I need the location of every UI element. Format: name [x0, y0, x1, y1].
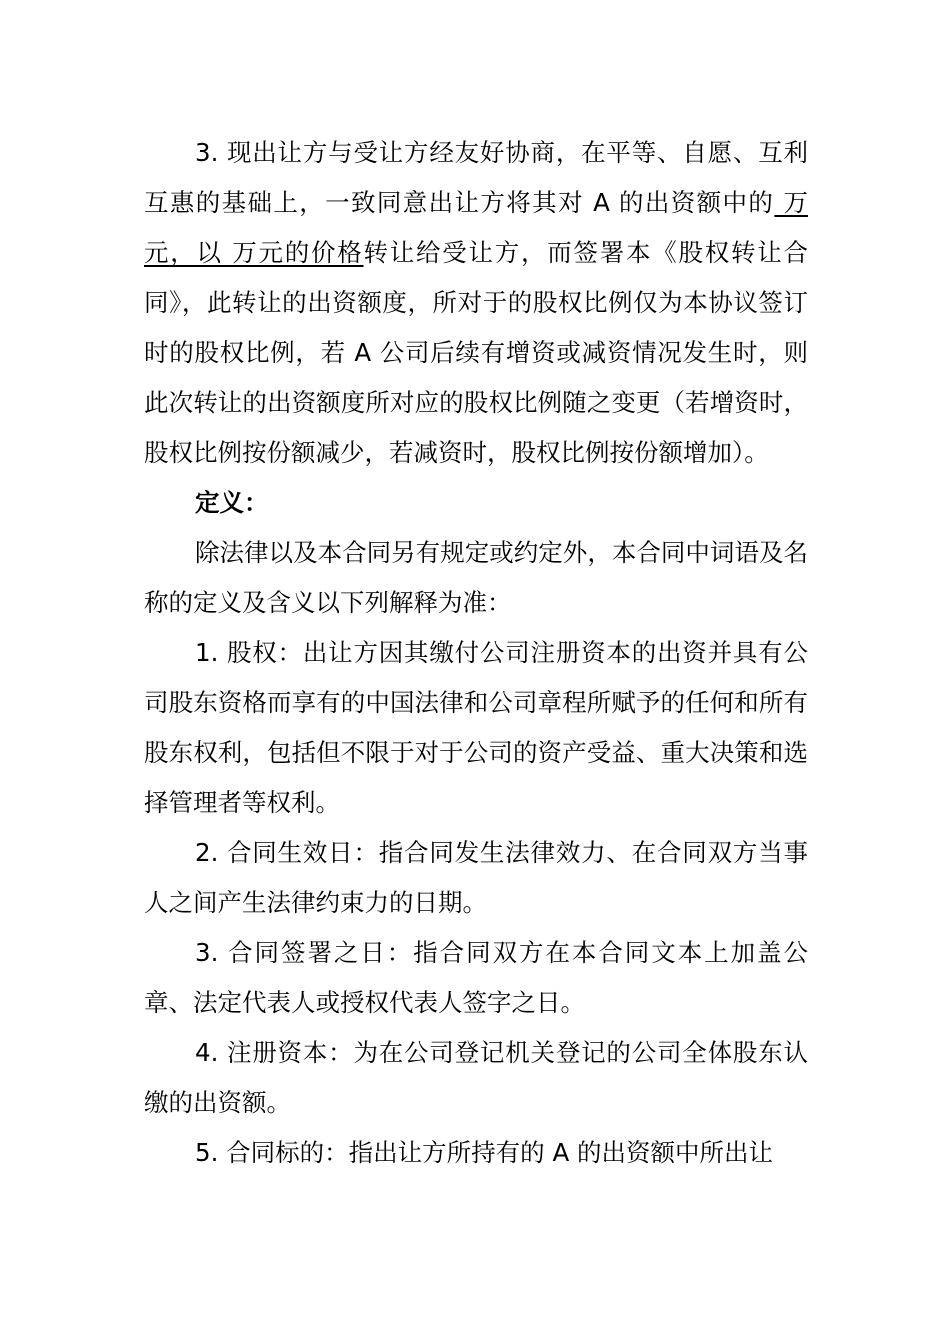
- definition-item-effective-date: 2. 合同生效日：指合同发生法律效力、在合同双方当事人之间产生法律约束力的日期。: [144, 838, 808, 917]
- clause-3-paragraph: [144, 128, 808, 478]
- clause-3-text-part2: 转让给受让方，而签署本《股权转让合同》，此转让的出资额度，所对于的股权比例仅为本协议签订时的股权比例，若 A 公司后续有增资或减资情况发生时，则此次转让的出资额度所对应的股权比例随之变更（若增资时，股权比例按份额减少，若减资时，股权比例按份额增加）。: [144, 238, 808, 467]
- definitions-heading: 定义：: [195, 488, 269, 517]
- definition-item-contract-subject: 5. 合同标的：指出让方所持有的 A 的出资额中所出让: [195, 1138, 773, 1167]
- definition-item-registered-capital: 4. 注册资本：为在公司登记机关登记的公司全体股东认缴的出资额。: [144, 1038, 808, 1117]
- definitions-intro: 除法律以及本合同另有规定或约定外，本合同中词语及名称的定义及含义以下列解释为准：: [144, 538, 808, 617]
- definition-item-equity: 1. 股权：出让方因其缴付公司注册资本的出资并具有公司股东资格而享有的中国法律和公司章程所赋予的任何和所有股东权利，包括但不限于对于公司的资产受益、重大决策和选择管理者等权利。: [144, 638, 808, 817]
- definition-item-signing-date: 3. 合同签署之日：指合同双方在本合同文本上加盖公章、法定代表人或授权代表人签字之日。: [144, 938, 808, 1017]
- clause-3-underlined-amount: 万元，以 万元的价格: [144, 188, 808, 267]
- document-body: [144, 128, 808, 1178]
- clause-3-text-part1: 3. 现出让方与受让方经友好协商，在平等、自愿、互利互惠的基础上，一致同意出让方将其对 A 的出资额中的: [144, 138, 808, 217]
